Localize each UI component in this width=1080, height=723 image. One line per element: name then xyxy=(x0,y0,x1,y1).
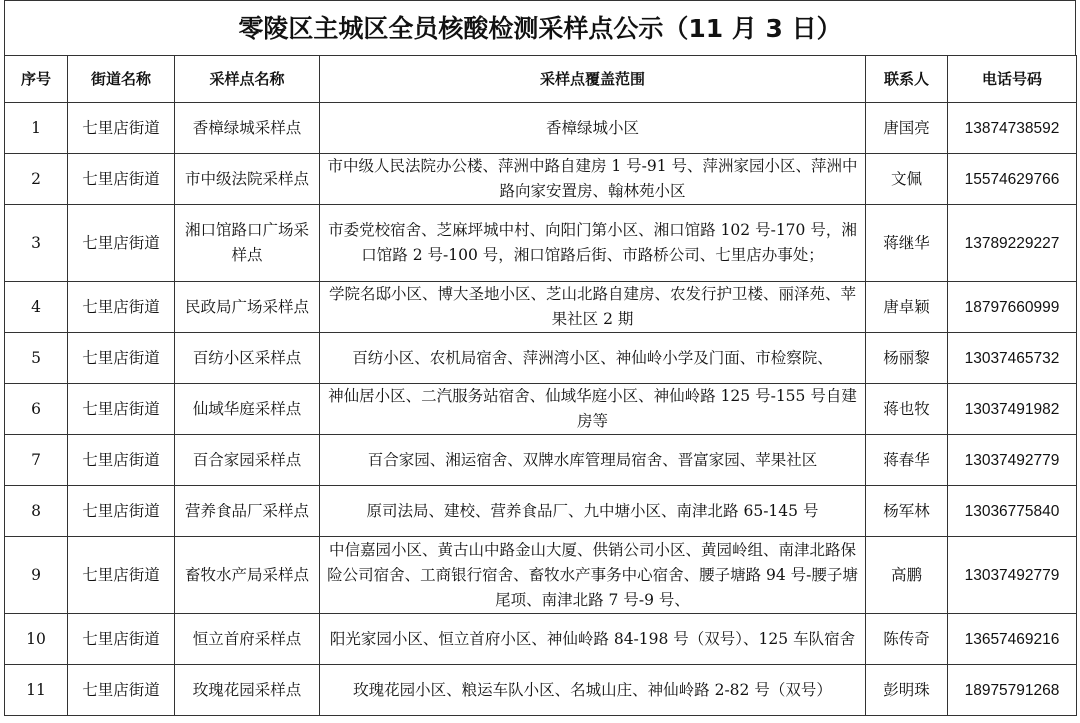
cell-phone: 13874738592 xyxy=(948,103,1077,154)
cell-street: 七里店街道 xyxy=(68,614,175,665)
table-row xyxy=(5,103,1077,154)
cell-site: 玫瑰花园采样点 xyxy=(175,665,320,716)
header-street: 街道名称 xyxy=(68,56,175,103)
header-no: 序号 xyxy=(5,56,68,103)
cell-site: 民政局广场采样点 xyxy=(175,282,320,333)
table-row xyxy=(5,614,1077,665)
cell-site: 恒立首府采样点 xyxy=(175,614,320,665)
cell-site: 湘口馆路口广场采样点 xyxy=(175,205,320,282)
cell-range: 学院名邸小区、博大圣地小区、芝山北路自建房、农发行护卫楼、丽泽苑、苹果社区 2 期 xyxy=(320,282,866,333)
cell-range: 市委党校宿舍、芝麻坪城中村、向阳门第小区、湘口馆路 102 号-170 号，湘口馆路 2 号-100 号，湘口馆路后街、市路桥公司、七里店办事处； xyxy=(320,205,866,282)
cell-contact: 蒋也牧 xyxy=(866,384,948,435)
header-site: 采样点名称 xyxy=(175,56,320,103)
cell-street: 七里店街道 xyxy=(68,333,175,384)
cell-site: 畜牧水产局采样点 xyxy=(175,537,320,614)
cell-contact: 彭明珠 xyxy=(866,665,948,716)
cell-phone: 13036775840 xyxy=(948,486,1077,537)
cell-range: 神仙居小区、二汽服务站宿舍、仙域华庭小区、神仙岭路 125 号-155 号自建房等 xyxy=(320,384,866,435)
cell-range: 市中级人民法院办公楼、萍洲中路自建房 1 号-91 号、萍洲家园小区、萍洲中路向家安置房、翰林苑小区 xyxy=(320,154,866,205)
header-contact: 联系人 xyxy=(866,56,948,103)
cell-no: 5 xyxy=(5,333,68,384)
cell-contact: 高鹏 xyxy=(866,537,948,614)
cell-phone: 13037465732 xyxy=(948,333,1077,384)
cell-site: 营养食品厂采样点 xyxy=(175,486,320,537)
cell-street: 七里店街道 xyxy=(68,665,175,716)
notice-sheet xyxy=(4,0,1076,723)
cell-site: 市中级法院采样点 xyxy=(175,154,320,205)
header-range: 采样点覆盖范围 xyxy=(320,56,866,103)
table-row xyxy=(5,154,1077,205)
cell-contact: 陈传奇 xyxy=(866,614,948,665)
cell-street: 七里店街道 xyxy=(68,537,175,614)
cell-contact: 文佩 xyxy=(866,154,948,205)
cell-street: 七里店街道 xyxy=(68,205,175,282)
header-phone: 电话号码 xyxy=(948,56,1077,103)
cell-no: 2 xyxy=(5,154,68,205)
table-row xyxy=(5,384,1077,435)
cell-site: 百合家园采样点 xyxy=(175,435,320,486)
table-row xyxy=(5,665,1077,716)
cell-range: 玫瑰花园小区、粮运车队小区、名城山庄、神仙岭路 2-82 号（双号） xyxy=(320,665,866,716)
cell-no: 6 xyxy=(5,384,68,435)
cell-street: 七里店街道 xyxy=(68,103,175,154)
cell-no: 1 xyxy=(5,103,68,154)
cell-street: 七里店街道 xyxy=(68,435,175,486)
cell-phone: 13037491982 xyxy=(948,384,1077,435)
cell-phone: 15574629766 xyxy=(948,154,1077,205)
cell-street: 七里店街道 xyxy=(68,282,175,333)
cell-phone: 18975791268 xyxy=(948,665,1077,716)
cell-phone: 13789229227 xyxy=(948,205,1077,282)
cell-contact: 蒋继华 xyxy=(866,205,948,282)
table-row xyxy=(5,282,1077,333)
table-row xyxy=(5,435,1077,486)
cell-range: 百纺小区、农机局宿舍、萍洲湾小区、神仙岭小学及门面、市检察院、 xyxy=(320,333,866,384)
sampling-site-table xyxy=(4,55,1077,716)
cell-range: 阳光家园小区、恒立首府小区、神仙岭路 84-198 号（双号）、125 车队宿舍 xyxy=(320,614,866,665)
cell-no: 11 xyxy=(5,665,68,716)
cell-site: 百纺小区采样点 xyxy=(175,333,320,384)
cell-phone: 18797660999 xyxy=(948,282,1077,333)
cell-no: 8 xyxy=(5,486,68,537)
cell-range: 香樟绿城小区 xyxy=(320,103,866,154)
cell-contact: 唐国亮 xyxy=(866,103,948,154)
table-row xyxy=(5,205,1077,282)
cell-no: 3 xyxy=(5,205,68,282)
cell-street: 七里店街道 xyxy=(68,486,175,537)
table-row xyxy=(5,486,1077,537)
cell-street: 七里店街道 xyxy=(68,154,175,205)
cell-phone: 13037492779 xyxy=(948,537,1077,614)
table-row xyxy=(5,333,1077,384)
cell-site: 仙域华庭采样点 xyxy=(175,384,320,435)
cell-phone: 13037492779 xyxy=(948,435,1077,486)
page-title: 零陵区主城区全员核酸检测采样点公示（11 月 3 日） xyxy=(4,0,1076,55)
cell-range: 百合家园、湘运宿舍、双牌水库管理局宿舍、晋富家园、苹果社区 xyxy=(320,435,866,486)
cell-range: 原司法局、建校、营养食品厂、九中塘小区、南津北路 65-145 号 xyxy=(320,486,866,537)
cell-range: 中信嘉园小区、黄古山中路金山大厦、供销公司小区、黄园岭组、南津北路保险公司宿舍、工商银行宿舍、畜牧水产事务中心宿舍、腰子塘路 94 号-腰子塘尾项、南津北路 7 号-9 号、 xyxy=(320,537,866,614)
cell-street: 七里店街道 xyxy=(68,384,175,435)
cell-contact: 杨军林 xyxy=(866,486,948,537)
cell-no: 4 xyxy=(5,282,68,333)
cell-contact: 蒋春华 xyxy=(866,435,948,486)
header-row xyxy=(5,56,1077,103)
cell-contact: 杨丽黎 xyxy=(866,333,948,384)
cell-no: 10 xyxy=(5,614,68,665)
table-row xyxy=(5,537,1077,614)
cell-contact: 唐卓颖 xyxy=(866,282,948,333)
cell-phone: 13657469216 xyxy=(948,614,1077,665)
cell-site: 香樟绿城采样点 xyxy=(175,103,320,154)
cell-no: 7 xyxy=(5,435,68,486)
cell-no: 9 xyxy=(5,537,68,614)
